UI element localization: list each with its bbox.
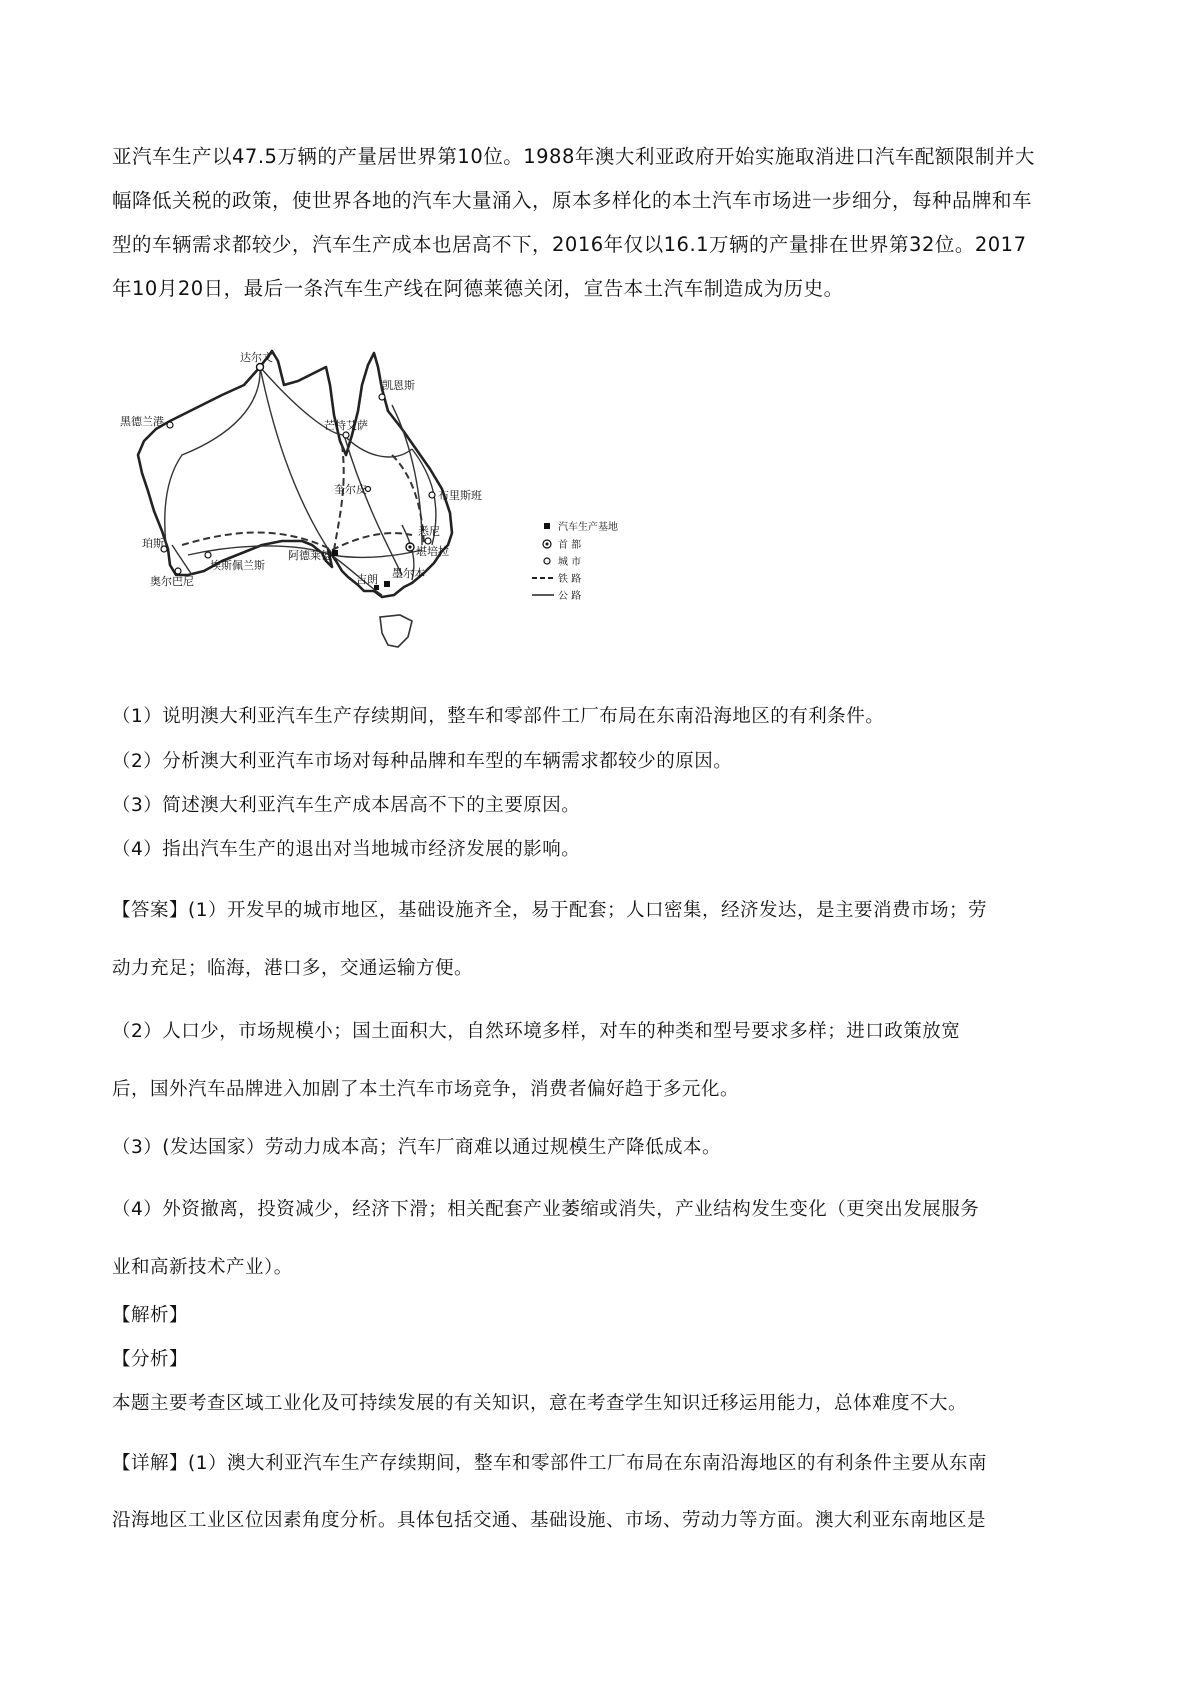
label-brisbane: 布里斯班 [438,489,482,502]
rail-network [182,445,424,550]
answer-1-line-1: 【答案】(1）开发早的城市地区，基础设施齐全，易于配套；人口密集，经济发达，是主要消费市场；劳 [112,900,987,921]
legend-base: 汽车生产基地 [558,522,618,533]
analysis-heading: 【解析】 [112,1305,189,1326]
intro-line-1: 亚汽车生产以47.5万辆的产量居世界第10位。1988年澳大利亚政府开始实施取消进口汽车配额限制并大 [112,145,1035,168]
answer-4-line-2: 业和高新技术产业）。 [112,1257,293,1278]
analysis-text: 本题主要考查区域工业化及可持续发展的有关知识，意在考查学生知识迁移运用能力，总体难度不大。 [112,1393,968,1414]
question-2: （2）分析澳大利亚汽车市场对每种品牌和车型的车辆需求都较少的原因。 [112,751,733,772]
analysis-subheading: 【分析】 [112,1349,189,1370]
answer-2-line-1: （2）人口少，市场规模小；国土面积大，自然环境多样，对车的种类和型号要求多样；进口政策放宽 [112,1021,961,1042]
intro-line-2: 幅降低关税的政策，使世界各地的汽车大量涌入，原本多样化的本土汽车市场进一步细分，每种品牌和车 [112,189,1033,212]
label-canberra: 堪培拉 [416,545,449,558]
label-adelaide: 阿德莱德 [288,549,332,562]
detail-line-1: 【详解】(1）澳大利亚汽车生产存续期间，整车和零部件工厂布局在东南沿海地区的有利条件主要从东南 [112,1453,987,1474]
tasmania-outline [380,615,412,647]
label-alice-springs: 奎尔皮 [334,483,367,496]
legend-capital: 首 都 [558,540,582,551]
label-esperance: 埃斯佩兰斯 [210,559,265,572]
label-perth: 珀斯 [142,537,164,550]
label-sydney: 悉尼 [418,525,440,538]
label-melbourne: 墨尔本 [392,567,425,580]
label-darwin: 达尔文 [240,351,273,364]
question-3: （3）简述澳大利亚汽车生产成本居高不下的主要原因。 [112,795,581,816]
map-legend [532,520,618,602]
label-cairns: 凯恩斯 [382,379,415,392]
label-mount-isa: 芒特艾萨 [324,419,368,432]
intro-line-4: 年10月20日，最后一条汽车生产线在阿德莱德关闭，宣告本土汽车制造成为历史。 [112,277,844,300]
legend-city: 城 市 [558,557,582,568]
legend-rail: 铁 路 [558,574,582,585]
australia-map [112,345,672,660]
answer-1-line-2: 动力充足；临海，港口多，交通运输方便。 [112,958,474,979]
label-albany: 奥尔巴尼 [150,575,194,588]
answer-4-line-1: （4）外资撤离，投资减少，经济下滑；相关配套产业萎缩或消失，产业结构发生变化（更突出发展服务 [112,1199,980,1220]
answer-3: （3）(发达国家）劳动力成本高；汽车厂商难以通过规模生产降低成本。 [112,1137,721,1158]
detail-line-2: 沿海地区工业区位因素角度分析。具体包括交通、基础设施、市场、劳动力等方面。澳大利亚东南地区是 [112,1510,987,1531]
question-1: （1）说明澳大利亚汽车生产存续期间，整车和零部件工厂布局在东南沿海地区的有利条件。 [112,706,885,727]
question-4: （4）指出汽车生产的退出对当地城市经济发展的影响。 [112,839,581,860]
answer-2-line-2: 后，国外汽车品牌进入加剧了本土汽车市场竞争，消费者偏好趋于多元化。 [112,1079,740,1100]
label-geelong: 吉朗 [356,573,378,586]
label-port-hedland: 黑德兰港 [120,415,164,428]
intro-line-3: 型的车辆需求都较少，汽车生产成本也居高不下，2016年仅以16.1万辆的产量排在世界第32位。2017 [112,233,1027,256]
legend-road: 公 路 [558,591,582,602]
